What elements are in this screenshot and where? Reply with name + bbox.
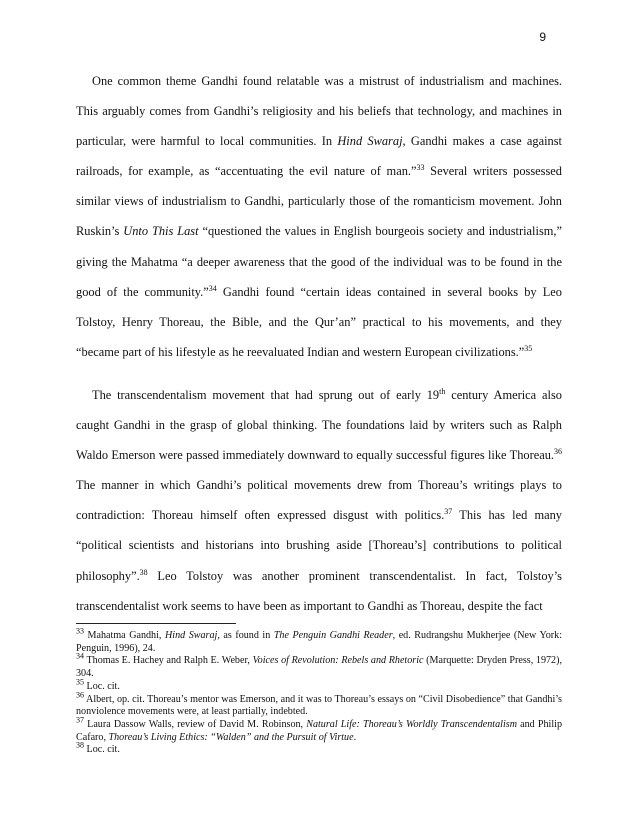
text-run: and Philip Cafaro, xyxy=(76,718,563,743)
italic-title: Hind Swaraj xyxy=(164,630,218,641)
footnote-ref: 37 xyxy=(76,715,84,725)
text-run: Mahatma Gandhi, xyxy=(84,630,165,641)
text-run: Thomas E. Hachey and Ralph E. Weber, xyxy=(84,655,253,667)
footnote xyxy=(76,626,562,655)
footnote-ref: 33 xyxy=(416,163,425,173)
footnote xyxy=(76,690,562,719)
text-run: Several writers possessed similar views of industrialism to Gandhi, particularly those of the romanticism movement. John Ruskin’s xyxy=(76,164,562,239)
text-run: century America also caught Gandhi in the grasp of global thinking. The foundations laid by writers such as Ralph Waldo Emerson were passed immediately downward to equally successful figures like Thoreau. xyxy=(76,387,562,463)
text-run: “questioned the values in English bourgeois society and industrialism,” giving the Mahatma “a deeper awareness that the good of the individual was to be found in the good of the community.” xyxy=(76,224,562,299)
footnote-divider xyxy=(76,623,236,624)
page-number: 9 xyxy=(539,30,546,44)
italic-title: Hind Swaraj xyxy=(337,134,403,149)
text-run: , as found in xyxy=(217,630,274,641)
italic-title: Thoreau’s Living Ethics: “Walden” and the Pursuit of Virtue xyxy=(108,731,354,743)
footnote-ref: 35 xyxy=(524,343,533,353)
footnote-ref: 33 xyxy=(76,626,84,636)
footnote xyxy=(76,677,562,694)
text-run: (Marquette: Dryden Press, 1972), 304. xyxy=(76,655,562,680)
text-run: This has led many “political scientists and historians into brushing aside [Thoreau’s] contributions to political philosophy”. xyxy=(76,508,562,583)
italic-title: Unto This Last xyxy=(123,224,199,239)
italic-title: Voices of Revolution: Rebels and Rhetoric xyxy=(252,655,424,667)
text-run: Loc. cit. xyxy=(84,744,120,756)
footnote xyxy=(76,652,562,680)
footnotes xyxy=(76,626,563,757)
footnote-ref: 38 xyxy=(76,740,84,750)
footnote xyxy=(76,740,562,757)
body-text xyxy=(76,66,562,621)
footnote-ref: 38 xyxy=(139,567,148,577)
footnote-ref: 34 xyxy=(208,283,217,293)
footnote-ref: 37 xyxy=(444,507,453,517)
paragraph xyxy=(76,66,562,367)
italic-title: The Penguin Gandhi Reader xyxy=(273,630,393,641)
footnote-ref: 36 xyxy=(76,690,84,700)
footnote-ref: th xyxy=(439,386,446,396)
footnote-ref: 36 xyxy=(554,447,562,456)
text-run: The transcendentalism movement that had sprung out of early 19 xyxy=(92,387,440,402)
text-run: , ed. Rudrangshu Mukherjee (New York: Penguin, 1996), 24. xyxy=(76,630,562,654)
text-run: Laura Dassow Walls, review of David M. Robinson, xyxy=(84,718,307,730)
text-run: Loc. cit. xyxy=(84,680,120,692)
text-run: , Gandhi makes a case against railroads, for example, as “accentuating the evil nature of man.” xyxy=(76,134,562,179)
text-run: Albert, op. cit. Thoreau’s mentor was Emerson, and it was to Thoreau’s essays on “Civil Disobedience” that Gandhi’s nonviolence movements were, at least partially, indebted. xyxy=(76,693,562,718)
text-run: One common theme Gandhi found relatable was a mistrust of industrialism and machines. This arguably comes from Gandhi’s religiosity and his beliefs that technology, and machines in particular, were harmful to local communities. In xyxy=(76,74,562,149)
text-run: . xyxy=(353,731,357,743)
footnote-ref: 35 xyxy=(76,677,84,687)
footnote xyxy=(76,715,563,744)
italic-title: Natural Life: Thoreau’s Worldly Transcendentalism xyxy=(306,718,517,730)
paragraph xyxy=(76,380,562,621)
footnote-ref: 34 xyxy=(76,652,84,662)
text-run: Leo Tolstoy was another prominent transcendentalist. In fact, Tolstoy’s transcendentalist work seems to have been as important to Gandhi as Thoreau, despite the fact xyxy=(76,568,562,613)
text-run: Gandhi found “certain ideas contained in several books by Leo Tolstoy, Henry Thoreau, the Bible, and the Qur’an” practical to his movements, and they “became part of his lifestyle as he reevaluated Indian and western European civilizations.” xyxy=(76,284,562,359)
text-run: The manner in which Gandhi’s political movements drew from Thoreau’s writings plays to contradiction: Thoreau himself often expressed disgust with politics. xyxy=(76,478,562,523)
